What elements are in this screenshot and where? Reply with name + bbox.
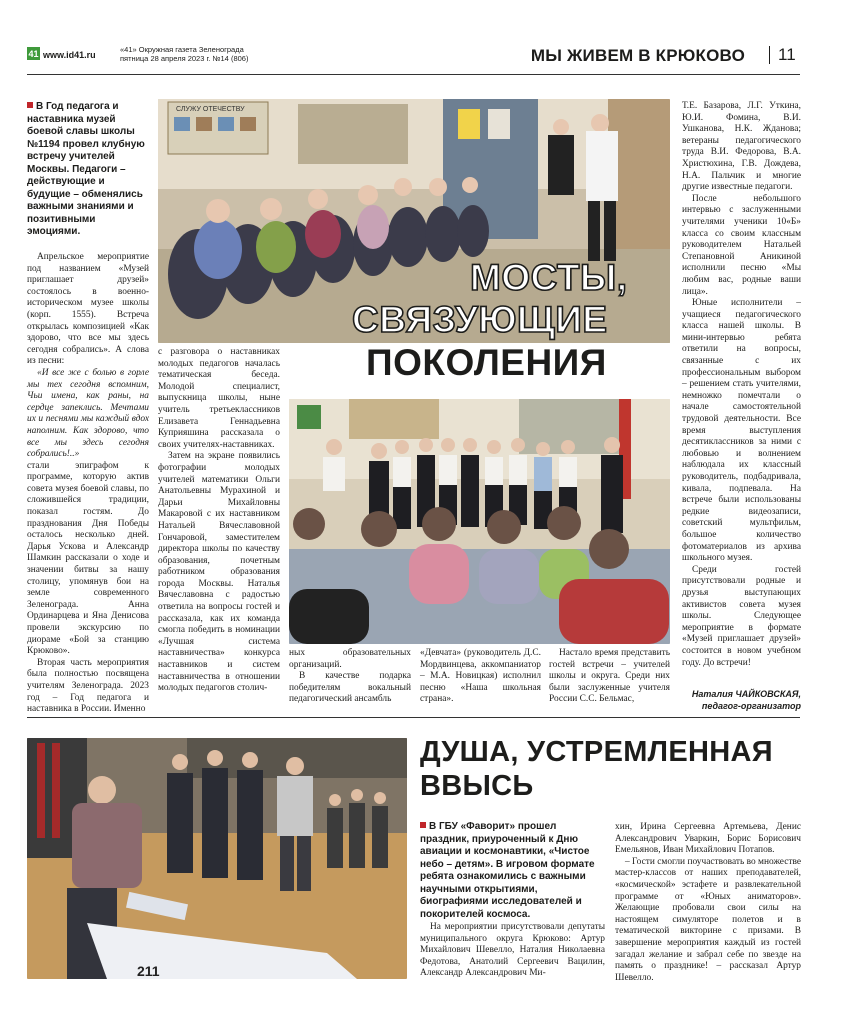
article2-column-2: хин, Ирина Сергеевна Артемьева, Денис Александрович Уваркин, Борис Борисович Емельянов, Иван Михайлович Потапов. – Гости смогли поучаствовать во множестве мастер-классов от наших преподавателей, «космической» эстафете и развлекательной программе от «Юных аниматоров». Желающие пробовали свои силы на настоящем симуляторе полетов и в тематической викторине с призами. В завершение мероприятия каждый из гостей загадал желание и забрал себе по звезде на память о празднике! – рассказал Артур Шевелло.: [615, 822, 801, 983]
paper-name: «41» Окружная газета Зеленограда: [120, 45, 244, 54]
article2-photo-event: [27, 738, 407, 979]
plane-number: 211: [137, 963, 160, 979]
article1-column-3: ных образовательных организаций. В качестве подарка победителям вокальный педагогический ансамбль: [289, 648, 411, 705]
lead-marker-icon: [420, 822, 426, 828]
section-title: МЫ ЖИВЕМ В КРЮКОВО: [530, 46, 745, 65]
article1-title-line2: СВЯЗУЮЩИЕ: [352, 299, 608, 340]
article1-column-6: Т.Е. Базарова, Л.Г. Уткина, Ю.И. Фомина, В.И. Ушканова, Н.К. Жданова; ветераны педагогического труда В.И. Федорова, В.А. Христюхина, Г.В. Дождева, Н.А. Пальчик и многие другие известные педагоги. После небольшого интервью с заслуженными учителями ученики 10«Б» класса со своим классным руководителем Натальей Степановной Аникиной исполнили песню «Мы любим вас, родные ваши лица». Юные исполнители – учащиеся педагогического класса нашей школы. В мини-интервью ребята ответили на вопросы, связанные с их профессиональным выбором – решением стать учителями, немножко помечтали о начале самостоятельной трудовой деятельности. Все время выступления десятиклассников за ними с любовью и волнением наблюдала их классный руководитель, подбадривала, кивала, подпевала. На встрече были использованы редкие видеозаписи, советский мультфильм, большое количество фотоматериалов из архива школьного музея. Среди гостей присутствовали родные и друзья выступающих активистов совета музея школы. Следующее мероприятие в формате «Музей приглашает друзей» состоится в новом учебном году. До встречи!: [682, 101, 801, 668]
page-number: 11: [769, 46, 796, 64]
article1-title-line1: МОСТЫ,: [470, 257, 628, 298]
poster-text: СЛУЖУ ОТЕЧЕСТВУ: [176, 106, 245, 113]
article1-column-1: Апрельское мероприятие под названием «Музей приглашает друзей» состоялось в военно-историческом музее школы (корп. 1555). Встреча открылась композицией «Как здорово, что все мы здесь сегодня собрались». А слова из песни: «И все же с болью в горле мы тех сегодня вспомним, Чьи имена, как раны, на сердце запеклись. Мечтами их и песнями мы каждый вдох наполним. Как здорово, что все мы здесь сегодня собрались!..» стали эпиграфом к программе, которую актив совета музея боевой славы, по сложившейся традиции, показал гостям. До празднования Дня Победы осталось несколько дней. Дарья Ускова и Александр Шамкин рассказали о ходе и значении битвы за нашу столицу, упомянув бои на земле современного Зеленограда. Анна Ординарцева и Яна Денисова провели экскурсию по диораме «Бой за станцию Крюково». Вторая часть мероприятия была полностью посвящена учителям Зеленограда. 2023 год – Год педагога и наставника в России. Именно: [27, 252, 149, 715]
author-name: Наталия ЧАЙКОВСКАЯ,: [691, 689, 801, 699]
article2-title-line1: ДУША, УСТРЕМЛЕННАЯ: [420, 736, 773, 768]
article2-column-1: На мероприятии присутствовали депутаты муниципального округа Крюково: Артур Михайлович Шевелло, Наталия Николаевна Федотова, Анатолий Сергеевич Вацилин, Александр Александрович Ми-: [420, 922, 605, 979]
site-url[interactable]: www.id41.ru: [43, 50, 96, 60]
article1-author: [640, 688, 801, 712]
article1-title-line3: ПОКОЛЕНИЯ: [366, 342, 607, 383]
article2-lead: В ГБУ «Фаворит» прошел праздник, приуроченный к Дню авиации и космонавтики, «Чистое небо – детям». В игровом формате ребята ознакомились с важными научными открытиями, биографиями исследователей и покорителей космоса.: [420, 821, 595, 920]
lead-marker-icon: [27, 102, 33, 108]
article1-lead: В Год педагога и наставника музей боевой славы школы №1194 провел клубную встречу учителей Москвы. Педагоги – действующие и будущие – обменялись важными знаниями и позитивными эмоциями.: [27, 101, 145, 237]
article1-column-5: Настало время представить гостей встречи – учителей школы и округа. Среди них были заслуженные учителя России С.С. Бельмас,: [549, 648, 670, 705]
author-role: педагог-организатор: [701, 701, 801, 711]
article-divider: [27, 717, 800, 718]
paper-info: [120, 45, 248, 63]
article1-column-4: «Девчата» (руководитель Д.С. Мордвинцева, аккомпаниатор – М.А. Новицкая) исполнил песню «Наша школьная страна».: [420, 648, 541, 705]
article1-column-2: с разговора о наставниках молодых педагогов началась тематическая беседа. Молодой специалист, выпускница школы, ныне учитель третьеклассников Елизавета Геннадьевна Куприяшина рассказала о своих учителях-наставниках. Затем на экране появились фотографии молодых учителей математики Ольги Анатольевны Мурахиной и Дарьи Михайловны Макаровой с их наставником Натальей Вячеславовной Гончаровой, заместителем директора школы по качеству образования, почетным работником образования города Москвы. Наталья Вячеславовна с радостью ответила на вопросы гостей и рассказала, как их команда смогла победить в номинации «Лучшая система наставничества» конкурса наставников и систем наставничества в отношении молодых педагогов столич-: [158, 347, 280, 694]
article1-photo-choir: [289, 399, 670, 644]
newspaper-logo: 41: [28, 48, 39, 59]
issue-date: пятница 28 апреля 2023 г. №14 (806): [120, 54, 249, 63]
article2-title-line2: ВВЫСЬ: [420, 770, 534, 802]
header-rule: [27, 74, 800, 75]
